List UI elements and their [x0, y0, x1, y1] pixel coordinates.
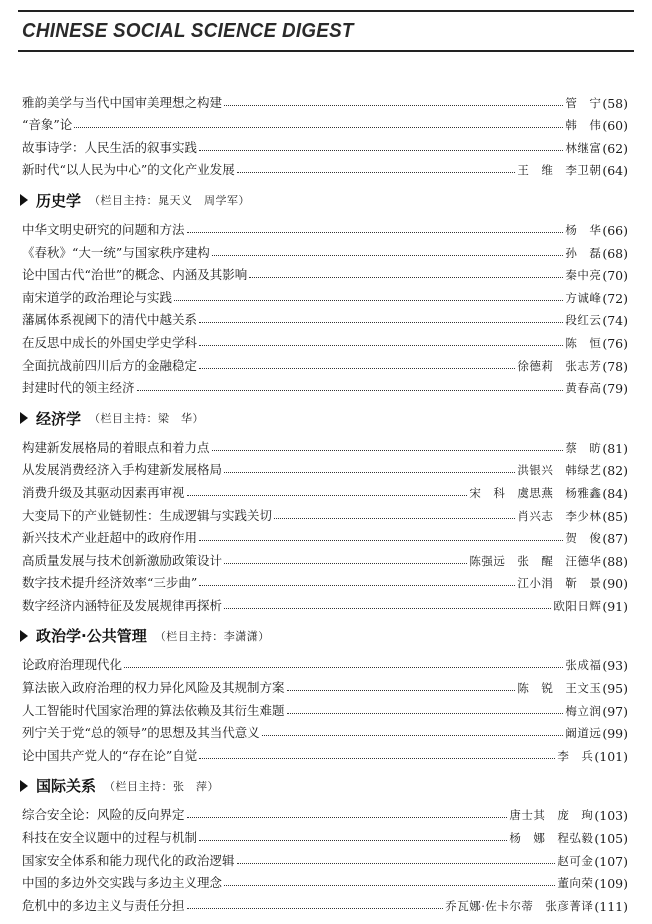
- article-authors: 李 兵: [557, 748, 594, 763]
- article-title: 全面抗战前四川后方的金融稳定: [22, 357, 198, 373]
- article-authors: 乔瓦娜·佐卡尔蒂 张彦菁译: [445, 898, 594, 913]
- toc-entry[interactable]: [22, 823, 628, 846]
- toc-entry[interactable]: [22, 156, 628, 179]
- toc-entry[interactable]: [22, 501, 628, 524]
- dot-leader: [274, 518, 515, 519]
- page-number: (81): [602, 440, 628, 456]
- page-number: (91): [602, 598, 628, 614]
- page-number: (87): [602, 531, 628, 547]
- article-authors: 欧阳日辉: [553, 598, 602, 613]
- page-number: (70): [602, 268, 628, 284]
- page-number: (107): [594, 853, 628, 869]
- article-authors: 管 宁: [565, 95, 602, 110]
- page-number: (72): [602, 290, 628, 306]
- page-number: (97): [602, 703, 628, 719]
- dot-leader: [74, 127, 563, 128]
- dot-leader: [174, 300, 563, 301]
- dot-leader: [124, 667, 563, 668]
- section-name: 经济学: [36, 409, 82, 428]
- toc-entry[interactable]: [22, 696, 628, 719]
- section-host: （栏目主持：李潇潇）: [154, 629, 270, 643]
- article-authors: 洪银兴 韩绿艺: [517, 463, 602, 478]
- article-title: 中华文明史研究的问题和方法: [22, 221, 185, 237]
- article-authors: 肖兴志 李少林: [517, 508, 602, 523]
- section-name: 政治学·公共管理: [36, 627, 147, 646]
- toc-entry[interactable]: [22, 673, 628, 696]
- toc-entry[interactable]: [22, 374, 628, 397]
- page-number: (78): [602, 358, 628, 374]
- article-authors: 林继富: [565, 140, 602, 155]
- dot-leader: [212, 450, 564, 451]
- article-title: 中国的多边外交实践与多边主义理念: [22, 875, 223, 891]
- article-title: 故事诗学：人民生活的叙事实践: [22, 139, 198, 155]
- journal-title: CHINESE SOCIAL SCIENCE DIGEST: [22, 20, 354, 42]
- article-title: 人工智能时代国家治理的算法依赖及其衍生难题: [22, 702, 285, 718]
- toc-entry[interactable]: [22, 238, 628, 261]
- dot-leader: [187, 908, 444, 909]
- article-authors: 宋 科 虞思燕 杨雅鑫: [469, 485, 602, 500]
- triangle-bullet-icon: [20, 194, 28, 206]
- masthead-bottom-rule: [18, 50, 634, 52]
- article-title: 危机中的多边主义与责任分担: [22, 897, 185, 913]
- toc-entry[interactable]: [22, 869, 628, 892]
- article-authors: 段红云: [565, 313, 602, 328]
- toc-entry[interactable]: [22, 569, 628, 592]
- article-authors: 黄春高: [565, 381, 602, 396]
- page-number: (58): [602, 95, 628, 111]
- toc-entry[interactable]: [22, 891, 628, 914]
- article-title: 藩属体系视阈下的清代中越关系: [22, 312, 198, 328]
- section-host: （栏目主持：晁天义 周学军）: [89, 194, 251, 208]
- toc-entry[interactable]: [22, 261, 628, 284]
- toc-entry[interactable]: [22, 478, 628, 501]
- page-number: (68): [602, 245, 628, 261]
- article-title: 算法嵌入政府治理的权力异化风险及其规制方案: [22, 680, 285, 696]
- dot-leader: [137, 390, 564, 391]
- article-authors: 张成福: [565, 658, 602, 673]
- dot-leader: [212, 255, 564, 256]
- article-authors: 董向荣: [557, 876, 594, 891]
- section-host: （栏目主持：张 萍）: [104, 779, 220, 793]
- toc-entry[interactable]: [22, 651, 628, 674]
- page-number: (84): [602, 485, 628, 501]
- article-title: 大变局下的产业链韧性：生成逻辑与实践关切: [22, 507, 273, 523]
- article-title: 南宋道学的政治理论与实践: [22, 289, 173, 305]
- article-title: 论中国共产党人的“存在论”自觉: [22, 747, 198, 763]
- page-number: (105): [594, 831, 628, 847]
- page-number: (99): [602, 726, 628, 742]
- article-authors: 贺 俊: [565, 531, 602, 546]
- section-host: （栏目主持：梁 华）: [89, 412, 205, 426]
- dot-leader: [199, 150, 563, 151]
- dot-leader: [199, 585, 515, 586]
- article-authors: 陈 恒: [565, 335, 602, 350]
- section-name: 历史学: [36, 191, 82, 210]
- page-number: (74): [602, 313, 628, 329]
- dot-leader: [237, 863, 556, 864]
- article-title: 封建时代的领主经济: [22, 380, 135, 396]
- page-number: (60): [602, 118, 628, 134]
- toc-entry[interactable]: [22, 215, 628, 238]
- article-authors: 孙 磊: [565, 245, 602, 260]
- page-number: (85): [602, 508, 628, 524]
- article-title: 论中国古代“治世”的概念、内涵及其影响: [22, 267, 248, 283]
- dot-leader: [249, 277, 563, 278]
- dot-leader: [224, 608, 551, 609]
- toc-entry[interactable]: [22, 741, 628, 764]
- article-title: 数字技术提升经济效率“三步曲”: [22, 575, 198, 591]
- dot-leader: [237, 172, 516, 173]
- page-number: (62): [602, 140, 628, 156]
- section-heading: [22, 775, 628, 797]
- article-title: 新兴技术产业赶超中的政府作用: [22, 530, 198, 546]
- article-authors: 杨 娜 程弘毅: [509, 831, 594, 846]
- dot-leader: [287, 713, 564, 714]
- article-authors: 王 维 李卫朝: [517, 163, 602, 178]
- article-title: 构建新发展格局的着眼点和着力点: [22, 439, 210, 455]
- section-heading: [22, 625, 628, 647]
- toc-entry[interactable]: [22, 88, 628, 111]
- article-title: 列宁关于党“总的领导”的思想及其当代意义: [22, 725, 260, 741]
- toc-entry[interactable]: [22, 133, 628, 156]
- dot-leader: [199, 540, 563, 541]
- article-title: 论政府治理现代化: [22, 657, 123, 673]
- page-number: (95): [602, 681, 628, 697]
- article-title: 国家安全体系和能力现代化的政治逻辑: [22, 852, 235, 868]
- page-number: (93): [602, 658, 628, 674]
- toc-entry[interactable]: [22, 546, 628, 569]
- article-authors: 阚道远: [565, 726, 602, 741]
- article-authors: 秦中亮: [565, 268, 602, 283]
- article-title: 从发展消费经济入手构建新发展格局: [22, 462, 223, 478]
- section-heading: [22, 407, 628, 429]
- page-number: (88): [602, 553, 628, 569]
- toc-entry[interactable]: [22, 306, 628, 329]
- toc-entry[interactable]: [22, 351, 628, 374]
- dot-leader: [187, 495, 468, 496]
- triangle-bullet-icon: [20, 630, 28, 642]
- dot-leader: [199, 345, 563, 346]
- article-authors: 陈 锐 王文玉: [517, 681, 602, 696]
- page-number: (109): [594, 876, 628, 892]
- dot-leader: [187, 817, 508, 818]
- dot-leader: [224, 472, 515, 473]
- masthead-top-rule: [18, 10, 634, 12]
- article-title: 科技在安全议题中的过程与机制: [22, 830, 198, 846]
- article-title: 综合安全论：风险的反向界定: [22, 807, 185, 823]
- triangle-bullet-icon: [20, 780, 28, 792]
- table-of-contents: [22, 88, 628, 914]
- dot-leader: [262, 735, 564, 736]
- dot-leader: [224, 105, 563, 106]
- article-authors: 杨 华: [565, 222, 602, 237]
- article-authors: 江小涓 靳 景: [517, 576, 602, 591]
- article-title: 新时代“以人民为中心”的文化产业发展: [22, 162, 235, 178]
- dot-leader: [199, 758, 555, 759]
- toc-entry[interactable]: [22, 433, 628, 456]
- toc-entry[interactable]: [22, 111, 628, 134]
- dot-leader: [187, 232, 564, 233]
- dot-leader: [224, 563, 467, 564]
- article-title: “音象”论: [22, 117, 73, 133]
- toc-entry[interactable]: [22, 591, 628, 614]
- dot-leader: [199, 840, 507, 841]
- triangle-bullet-icon: [20, 412, 28, 424]
- section-name: 国际关系: [36, 777, 97, 796]
- article-title: 雅韵美学与当代中国审美理想之构建: [22, 94, 223, 110]
- toc-entry[interactable]: [22, 328, 628, 351]
- page-number: (101): [594, 748, 628, 764]
- article-authors: 韩 伟: [565, 118, 602, 133]
- article-title: 高质量发展与技术创新激励政策设计: [22, 552, 223, 568]
- toc-entry[interactable]: [22, 719, 628, 742]
- page-number: (103): [594, 808, 628, 824]
- toc-entry[interactable]: [22, 801, 628, 824]
- dot-leader: [287, 690, 516, 691]
- article-authors: 唐士其 庞 珣: [509, 808, 594, 823]
- page-number: (90): [602, 576, 628, 592]
- article-authors: 徐德莉 张志芳: [517, 358, 602, 373]
- dot-leader: [199, 322, 563, 323]
- article-title: 在反思中成长的外国史学史学科: [22, 334, 198, 350]
- masthead: [18, 10, 634, 52]
- article-title: 消费升级及其驱动因素再审视: [22, 484, 185, 500]
- page-number: (82): [602, 463, 628, 479]
- toc-entry[interactable]: [22, 283, 628, 306]
- article-title: 数字经济内涵特征及发展规律再探析: [22, 597, 223, 613]
- dot-leader: [199, 368, 515, 369]
- page-number: (64): [602, 163, 628, 179]
- page-number: (76): [602, 335, 628, 351]
- article-authors: 赵可金: [557, 853, 594, 868]
- toc-entry[interactable]: [22, 846, 628, 869]
- article-authors: 蔡 昉: [565, 440, 602, 455]
- article-authors: 陈强远 张 醒 汪德华: [469, 553, 602, 568]
- page-number: (66): [602, 222, 628, 238]
- toc-entry[interactable]: [22, 456, 628, 479]
- section-heading: [22, 189, 628, 211]
- toc-entry[interactable]: [22, 524, 628, 547]
- article-authors: 方诚峰: [565, 290, 602, 305]
- page-number: (111): [594, 898, 628, 914]
- dot-leader: [224, 885, 555, 886]
- article-title: 《春秋》“大一统”与国家秩序建构: [22, 244, 210, 260]
- page-number: (79): [602, 381, 628, 397]
- article-authors: 梅立润: [565, 703, 602, 718]
